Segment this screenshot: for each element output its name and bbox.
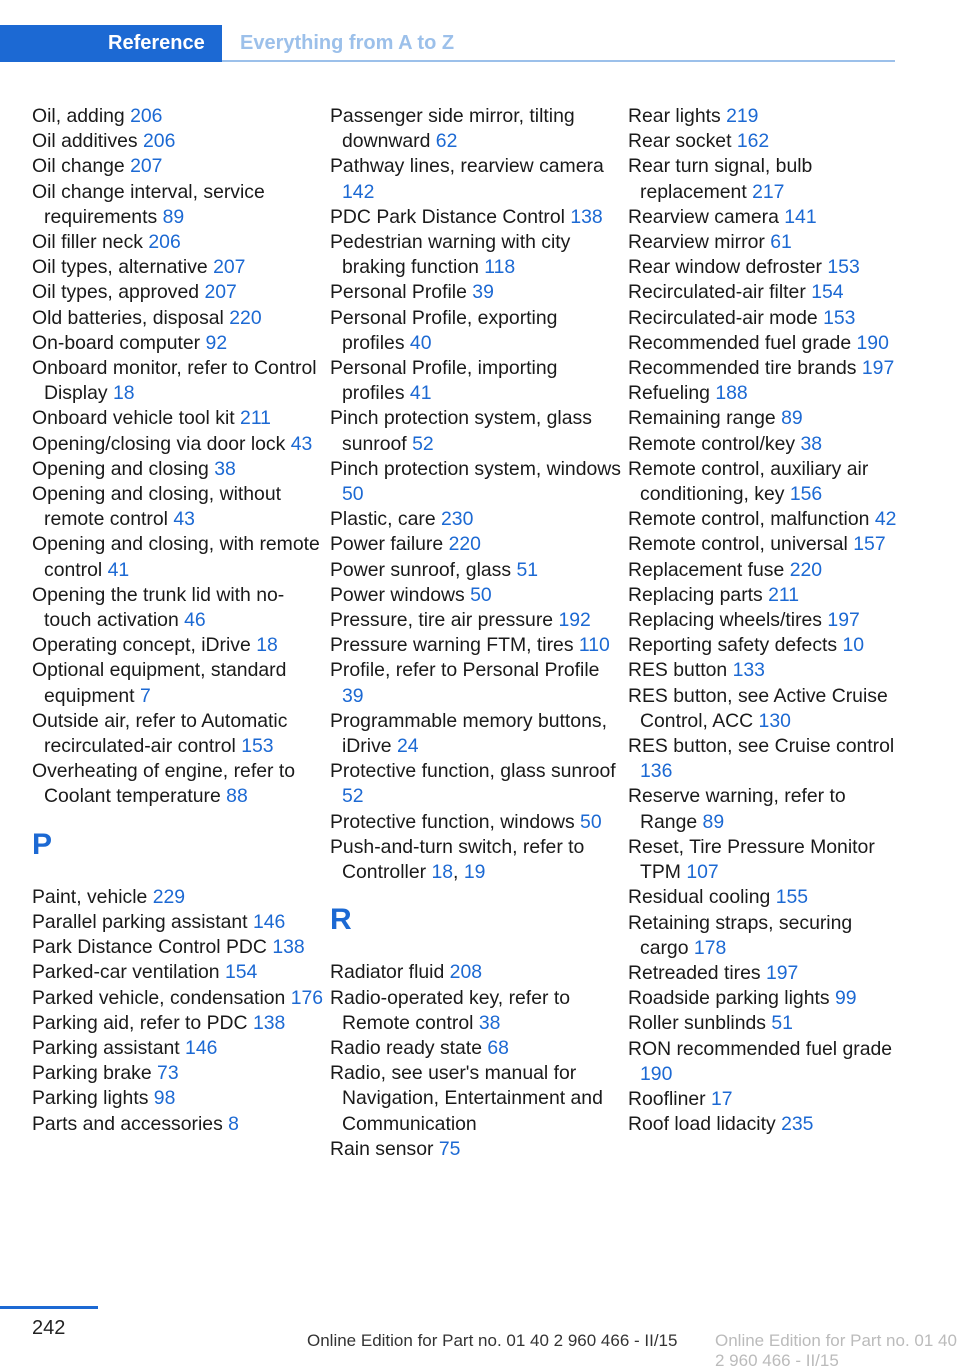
index-entry	[32, 759, 324, 809]
index-entry	[628, 1087, 903, 1112]
index-term: Parallel parking assistant	[32, 910, 248, 933]
page-link[interactable]: 89	[781, 407, 803, 430]
index-term: Roof load lidacity	[628, 1113, 776, 1136]
page-link[interactable]: 190	[640, 1062, 673, 1085]
page-link[interactable]: 18	[431, 861, 454, 884]
page-link[interactable]: 51	[771, 1012, 793, 1035]
index-entry	[32, 280, 324, 305]
page-link[interactable]: 19	[463, 861, 486, 884]
index-term: Pinch protection system, glass sunroof	[330, 407, 592, 455]
index-column-2	[330, 104, 622, 1162]
index-term: Opening and closing	[32, 457, 209, 480]
page-link[interactable]: 211	[768, 583, 800, 606]
index-term: Parked-car ventilation	[32, 961, 220, 984]
page-link[interactable]: 42	[874, 508, 897, 531]
index-entry	[628, 432, 903, 457]
index-entry	[32, 885, 324, 910]
index-entry	[32, 1061, 324, 1086]
index-entry	[32, 960, 324, 985]
index-term: Opening the trunk lid with no-touch activation	[32, 583, 285, 632]
index-term: Rearview camera	[628, 205, 779, 228]
index-entry	[32, 331, 324, 356]
index-term: Retaining straps, securing cargo	[628, 911, 853, 959]
index-term: Onboard monitor, refer to Control Display	[32, 357, 317, 405]
index-entry	[32, 658, 324, 708]
index-term: Oil change	[32, 155, 125, 178]
page-link[interactable]: 41	[409, 382, 432, 405]
index-term: Operating concept, iDrive	[32, 634, 251, 657]
index-term: Recirculated-air filter	[628, 281, 806, 304]
page-link[interactable]: 107	[686, 861, 719, 884]
index-term: Replacing parts	[628, 583, 763, 606]
index-term: Radiator fluid	[330, 961, 445, 984]
page-link[interactable]: 92	[205, 331, 228, 354]
index-term: Programmable memory buttons, iDrive	[330, 709, 607, 758]
page-link[interactable]: 38	[800, 432, 823, 455]
index-term: Plastic, care	[330, 508, 436, 531]
index-entry	[628, 104, 903, 129]
index-entry	[330, 658, 622, 708]
page-link[interactable]: 46	[184, 609, 206, 632]
index-column-1	[32, 104, 324, 1137]
page-link[interactable]: 39	[342, 684, 364, 707]
index-entry	[32, 230, 324, 255]
page-link[interactable]: 24	[396, 735, 419, 758]
index-entry	[32, 986, 324, 1011]
page-link[interactable]: 136	[640, 760, 673, 783]
index-entry	[330, 1036, 622, 1061]
index-entry	[628, 1011, 903, 1036]
index-term: Rear socket	[628, 130, 732, 153]
index-entry	[628, 684, 903, 734]
page-link[interactable]: 50	[580, 810, 602, 833]
index-term: Oil, adding	[32, 105, 125, 127]
index-term: Pressure warning FTM, tires	[330, 634, 574, 657]
page-header	[0, 25, 895, 62]
index-term: Rear turn signal, bulb replacement	[628, 155, 813, 203]
index-entry	[32, 482, 324, 532]
index-entry	[628, 154, 903, 204]
index-entry	[32, 1036, 324, 1061]
page-link[interactable]: 50	[342, 483, 364, 506]
index-entry	[330, 633, 622, 658]
page-link[interactable]: 7	[139, 684, 151, 707]
index-term: Protective function, windows	[330, 810, 575, 833]
index-term: Recirculated-air mode	[628, 306, 818, 329]
page-link[interactable]: 39	[472, 281, 494, 304]
page-link[interactable]: 197	[861, 357, 895, 380]
page-link[interactable]: 162	[736, 130, 770, 153]
header-rule	[222, 60, 895, 62]
index-entry	[32, 1011, 324, 1036]
index-term: Outside air, refer to Automatic recirculated-air control	[32, 709, 288, 758]
index-letter-heading: P	[32, 827, 53, 861]
index-entry	[330, 1061, 622, 1137]
index-term: Replacement fuse	[628, 558, 785, 581]
page-link[interactable]: 229	[152, 885, 186, 908]
index-entry	[330, 759, 622, 809]
index-entry	[32, 432, 324, 457]
page-link[interactable]: 206	[148, 231, 181, 254]
index-term: Personal Profile, exporting profiles	[330, 306, 558, 354]
subsection-title: Everything from A to Z	[240, 32, 455, 54]
index-term: Oil filler neck	[32, 231, 143, 254]
index-entry	[628, 406, 903, 431]
index-entry	[330, 154, 622, 204]
index-entry	[32, 154, 324, 179]
page-link[interactable]: 62	[435, 130, 458, 153]
index-term: Personal Profile, importing profiles	[330, 357, 558, 405]
index-term: Refueling	[628, 382, 710, 405]
index-term: Push-and-turn switch, refer to Controller	[330, 835, 585, 884]
index-entry	[628, 381, 903, 406]
index-entry	[32, 129, 324, 154]
index-term: Retreaded tires	[628, 961, 761, 984]
page-link[interactable]: 68	[487, 1036, 509, 1059]
index-entry	[628, 1037, 903, 1087]
index-entry	[330, 608, 622, 633]
index-term: Protective function, glass sunroof	[330, 760, 616, 783]
page-link[interactable]: 133	[732, 659, 765, 682]
page-link[interactable]: 138	[272, 936, 305, 959]
index-term: Reporting safety defects	[628, 634, 838, 657]
index-term: PDC Park Distance Control	[330, 205, 565, 228]
page-link[interactable]: 208	[449, 961, 483, 984]
index-entry	[330, 104, 622, 154]
page-link[interactable]: 142	[342, 180, 375, 203]
page-link[interactable]: 157	[853, 533, 886, 556]
index-term: Power sunroof, glass	[330, 558, 512, 581]
page-link[interactable]: 217	[752, 180, 785, 203]
index-term: Rear window defroster	[628, 256, 822, 279]
index-entry	[628, 306, 903, 331]
index-term: Parking assistant	[32, 1036, 180, 1059]
page-link[interactable]: 230	[441, 508, 474, 531]
index-entry	[628, 885, 903, 910]
index-term: Parking brake	[32, 1062, 152, 1085]
index-term: Replacing wheels/tires	[628, 609, 823, 632]
index-entry	[32, 255, 324, 280]
index-term: Pedestrian warning with city braking function	[330, 231, 571, 279]
index-term: Paint, vehicle	[32, 885, 148, 908]
index-term: Roller sunblinds	[628, 1012, 766, 1035]
index-entry	[330, 457, 622, 507]
index-entry	[330, 709, 622, 759]
page-link[interactable]: 220	[229, 306, 262, 329]
index-term: Opening/closing via door lock	[32, 432, 286, 455]
page-link[interactable]: 192	[558, 609, 591, 632]
index-term: RON recommended fuel grade	[628, 1037, 893, 1060]
index-entry	[628, 331, 903, 356]
section-tab: Reference	[0, 25, 222, 62]
index-entry	[330, 507, 622, 532]
page-link[interactable]: 153	[823, 306, 856, 329]
page-link[interactable]: 178	[693, 936, 727, 959]
page-link[interactable]: 52	[342, 785, 364, 808]
page-link[interactable]: 88	[226, 785, 248, 808]
page-link[interactable]: 141	[784, 205, 817, 228]
index-term: Rain sensor	[330, 1137, 434, 1160]
index-term: Remote control/key	[628, 432, 796, 455]
page-link[interactable]: 190	[856, 331, 889, 354]
page-link[interactable]: 219	[726, 105, 759, 127]
page-link[interactable]: 38	[478, 1011, 501, 1034]
index-entry	[628, 835, 903, 885]
index-term: Power failure	[330, 533, 444, 556]
page-link[interactable]: 207	[130, 155, 163, 178]
index-entry	[628, 129, 903, 154]
page-link[interactable]: 89	[702, 810, 725, 833]
page-link[interactable]: 146	[252, 910, 286, 933]
index-entry	[330, 280, 622, 305]
index-term: Reset, Tire Pressure Monitor TPM	[628, 835, 875, 884]
index-term: Profile, refer to Personal Profile	[330, 659, 600, 682]
page-link[interactable]: 153	[241, 735, 274, 758]
page-link[interactable]: 18	[112, 382, 135, 405]
index-entry	[628, 633, 903, 658]
index-entry	[628, 558, 903, 583]
index-term: Residual cooling	[628, 886, 771, 909]
index-term: Old batteries, disposal	[32, 306, 224, 329]
footer-rule	[0, 1306, 98, 1309]
index-entry	[330, 306, 622, 356]
page-link[interactable]: 10	[842, 634, 865, 657]
index-entry: Push-and-turn switch, refer to Controller 18, 19	[330, 835, 585, 884]
page-link[interactable]: 188	[715, 382, 748, 405]
index-entry	[628, 608, 903, 633]
page-link[interactable]: 50	[470, 583, 492, 606]
index-term: Oil change interval, service requirements	[32, 180, 265, 228]
page-link[interactable]: 43	[173, 508, 195, 531]
index-term: Power windows	[330, 583, 465, 606]
index-term: Recommended tire brands	[628, 357, 857, 380]
index-term: RES button, see Active Cruise Control, ACC	[628, 684, 888, 732]
index-entry	[32, 457, 324, 482]
index-entry	[330, 205, 622, 230]
index-entry	[32, 633, 324, 658]
page-link[interactable]: 98	[153, 1087, 176, 1110]
index-term: Passenger side mirror, tilting downward	[330, 105, 575, 153]
page-link[interactable]: 118	[484, 256, 516, 279]
index-entry	[330, 583, 622, 608]
page-link[interactable]: 154	[811, 281, 844, 304]
index-entry	[32, 180, 324, 230]
edition-note: Online Edition for Part no. 01 40 2 960 466 - II/15	[307, 1331, 678, 1350]
index-term: Radio ready state	[330, 1036, 482, 1059]
index-entry	[330, 230, 622, 280]
page-link[interactable]: 38	[214, 457, 236, 480]
index-entry	[32, 583, 324, 633]
page-link[interactable]: 8	[228, 1112, 239, 1135]
index-term: Oil types, alternative	[32, 256, 208, 279]
page-link[interactable]: 41	[107, 558, 130, 581]
index-term: Remote control, malfunction	[628, 508, 870, 531]
index-term: Roofliner	[628, 1087, 706, 1110]
index-entry	[32, 306, 324, 331]
index-letter-heading: R	[330, 903, 352, 937]
index-entry	[330, 558, 622, 583]
page-link[interactable]: 156	[789, 483, 823, 506]
index-entry	[330, 356, 622, 406]
index-entry	[32, 1086, 324, 1111]
index-entry	[32, 104, 324, 129]
index-entry	[628, 457, 903, 507]
index-entry	[330, 960, 622, 985]
page-link[interactable]: 75	[438, 1137, 461, 1160]
index-entry	[628, 280, 903, 305]
index-entry	[32, 1112, 324, 1137]
index-entry	[32, 356, 324, 406]
page-link[interactable]: 89	[162, 205, 185, 228]
index-entry	[628, 507, 903, 532]
index-term: Recommended fuel grade	[628, 331, 852, 354]
index-entry	[628, 255, 903, 280]
index-term: Radio-operated key, refer to Remote control	[330, 986, 570, 1034]
index-term: Reserve warning, refer to Range	[628, 785, 846, 833]
page-link[interactable]: 130	[758, 709, 791, 732]
index-term: Personal Profile	[330, 281, 467, 304]
index-term: Radio, see user's manual for Navigation, Entertainment and Communication	[330, 1062, 603, 1135]
index-entry	[628, 230, 903, 255]
page-link[interactable]: 51	[516, 558, 539, 581]
index-entry	[32, 406, 324, 431]
index-entry	[628, 583, 903, 608]
index-entry	[330, 810, 622, 835]
index-entry	[628, 961, 903, 986]
index-term: Parked vehicle, condensation	[32, 986, 286, 1009]
page-link[interactable]: 153	[827, 256, 860, 279]
page-link[interactable]: 61	[770, 231, 792, 254]
page-link[interactable]: 176	[290, 986, 324, 1009]
index-term: Oil additives	[32, 130, 138, 153]
page-link[interactable]: 220	[789, 558, 823, 581]
page-link[interactable]: 17	[711, 1087, 733, 1110]
page-link[interactable]: 52	[412, 432, 434, 455]
index-term: Optional equipment, standard equipment	[32, 659, 287, 707]
page-link[interactable]: 146	[185, 1036, 218, 1059]
index-entry	[628, 532, 903, 557]
watermark: Online Edition for Part no. 01 40 2 960 466 - II/15	[715, 1331, 957, 1370]
index-term: Remote control, auxiliary air conditioning, key	[628, 457, 869, 506]
index-entry	[32, 709, 324, 759]
index-entry	[628, 356, 903, 381]
index-entry	[628, 205, 903, 230]
index-entry	[628, 911, 903, 961]
index-term: Remaining range	[628, 407, 776, 430]
page-link[interactable]: 207	[204, 281, 237, 304]
page-link[interactable]: 40	[409, 331, 432, 354]
index-entry	[32, 910, 324, 935]
index-term: RES button, see Cruise control	[628, 735, 895, 758]
page-link[interactable]: 207	[213, 256, 246, 279]
page-link[interactable]: 206	[143, 130, 176, 153]
page-link[interactable]: 197	[765, 961, 799, 984]
index-entry	[330, 532, 622, 557]
page-link[interactable]: 138	[252, 1011, 286, 1034]
page-link[interactable]: 154	[224, 961, 258, 984]
page-link[interactable]: 155	[775, 886, 809, 909]
index-term: Oil types, approved	[32, 281, 200, 304]
index-term: Park Distance Control PDC	[32, 936, 267, 959]
page-link[interactable]: 110	[578, 634, 610, 657]
page-link[interactable]: 220	[448, 533, 481, 556]
page-link[interactable]: 235	[781, 1113, 814, 1136]
page-link[interactable]: 73	[157, 1062, 179, 1085]
index-term: Rearview mirror	[628, 231, 765, 254]
index-term: Roadside parking lights	[628, 987, 830, 1010]
index-entry	[628, 658, 903, 683]
page-link[interactable]: 43	[290, 432, 313, 455]
page-link[interactable]: 197	[827, 609, 860, 632]
page-link[interactable]: 18	[256, 634, 278, 657]
index-term: Rear lights	[628, 105, 721, 127]
index-term: Pressure, tire air pressure	[330, 609, 554, 632]
page-number: 242	[32, 1317, 66, 1339]
index-column-3	[628, 104, 903, 1137]
index-entry	[628, 1112, 903, 1137]
index-term: Parts and accessories	[32, 1112, 223, 1135]
index-entry	[330, 986, 622, 1036]
index-entry	[32, 935, 324, 960]
index-term: RES button	[628, 659, 728, 682]
index-term: On-board computer	[32, 331, 201, 354]
page-link[interactable]: 99	[834, 987, 857, 1010]
index-term: Opening and closing, with remote control	[32, 533, 320, 581]
page-link[interactable]: 211	[240, 407, 271, 430]
index-term: Pathway lines, rearview camera	[330, 155, 604, 178]
index-term: Overheating of engine, refer to Coolant temperature	[32, 760, 296, 808]
index-entry	[32, 532, 324, 582]
page-link[interactable]: 138	[570, 205, 603, 228]
index-term: Pinch protection system, windows	[330, 457, 621, 480]
index-term: Remote control, universal	[628, 533, 848, 556]
index-term: Parking aid, refer to PDC	[32, 1011, 248, 1034]
index-term: Opening and closing, without remote control	[32, 483, 282, 531]
page-link[interactable]: 206	[130, 105, 163, 127]
index-entry	[330, 1137, 622, 1162]
index-entry	[628, 986, 903, 1011]
index-entry	[628, 784, 903, 834]
index-entry	[330, 406, 622, 456]
index-term: Onboard vehicle tool kit	[32, 407, 235, 430]
index-entry	[628, 734, 903, 784]
index-term: Parking lights	[32, 1087, 149, 1110]
